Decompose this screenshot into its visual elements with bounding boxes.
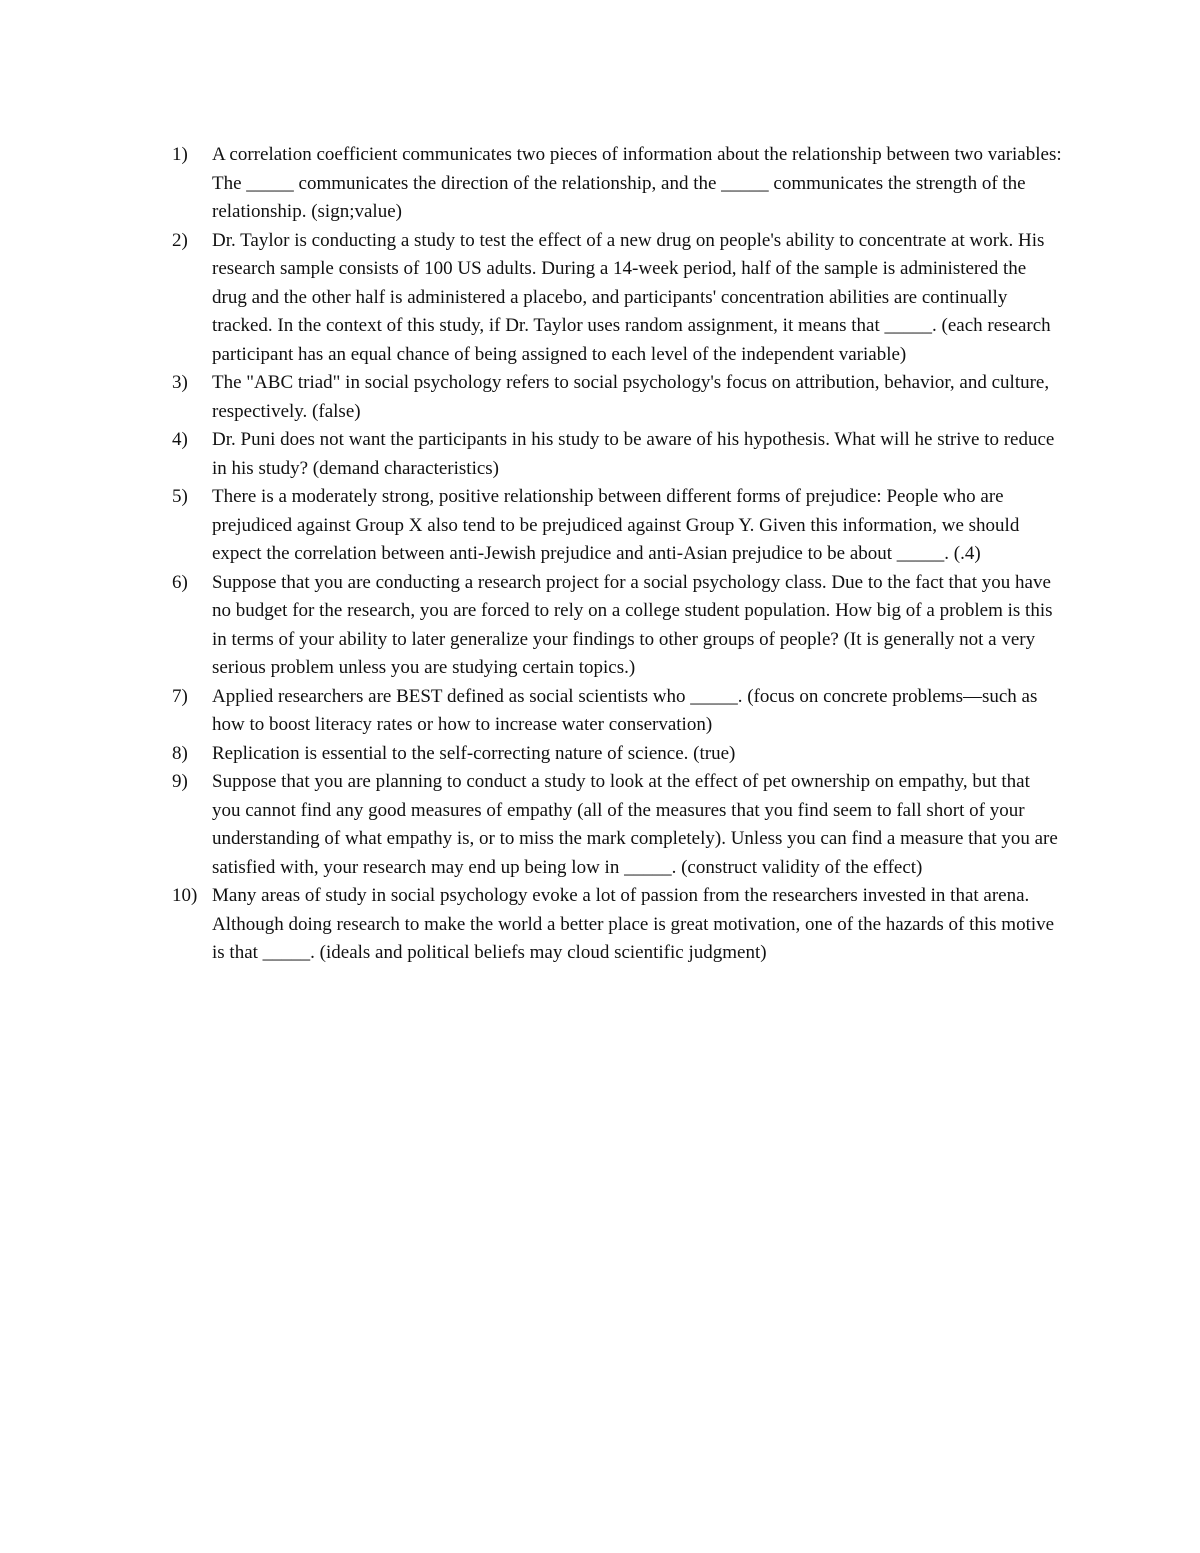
question-text: A correlation coefficient communicates two pieces of information about the relationship between two variables: The _____ communicates the direction of the relationship, and the _____ communicates the strength of the relationship. (sign;value) <box>212 144 1062 222</box>
question-number: 8) <box>172 742 188 764</box>
question-text: Suppose that you are conducting a research project for a social psychology class. Due to the fact that you have no budget for the research, you are forced to rely on a college student population. How big of a problem is this in terms of your ability to later generalize your findings to other groups of people? (It is generally not a very serious problem unless you are studying certain topics.) <box>212 571 1053 678</box>
question-item <box>172 683 1062 740</box>
question-item <box>172 483 1062 569</box>
question-item <box>172 227 1062 370</box>
question-number: 2) <box>172 229 188 251</box>
question-item <box>172 768 1062 882</box>
question-text: Dr. Puni does not want the participants in his study to be aware of his hypothesis. What will he strive to reduce in his study? (demand characteristics) <box>212 429 1055 479</box>
question-item <box>172 426 1062 483</box>
question-number: 1) <box>172 144 188 165</box>
question-number: 3) <box>172 372 188 393</box>
question-number: 9) <box>172 771 188 792</box>
question-list <box>172 141 1062 968</box>
question-item <box>172 369 1062 426</box>
question-number: 6) <box>172 571 188 593</box>
question-text: There is a moderately strong, positive relationship between different forms of prejudice: People who are prejudiced against Group X also tend to be prejudiced against Group Y. Given this information, we should expect the correlation between anti-Jewish prejudice and anti-Asian prejudice to be about _____. (.4) <box>212 486 1020 564</box>
question-number: 7) <box>172 685 188 707</box>
question-number: 10) <box>172 885 198 906</box>
question-number: 4) <box>172 429 188 450</box>
question-item <box>172 882 1062 968</box>
question-item <box>172 569 1062 683</box>
question-text: The "ABC triad" in social psychology refers to social psychology's focus on attribution, behavior, and culture, respectively. (false) <box>212 372 1050 422</box>
question-text: Applied researchers are BEST defined as social scientists who _____. (focus on concrete problems—such as how to boost literacy rates or how to increase water conservation) <box>212 685 1038 735</box>
question-number: 5) <box>172 486 188 507</box>
question-item <box>172 141 1062 227</box>
question-item <box>172 740 1062 769</box>
question-text: Suppose that you are planning to conduct a study to look at the effect of pet ownership on empathy, but that you cannot find any good measures of empathy (all of the measures that you find seem to fall short of your understanding of what empathy is, or to miss the mark completely). Unless you can find a measure that you are satisfied with, your research may end up being low in _____. (construct validity of the effect) <box>212 771 1058 878</box>
question-text: Dr. Taylor is conducting a study to test the effect of a new drug on people's ability to concentrate at work. His research sample consists of 100 US adults. During a 14-week period, half of the sample is administered the drug and the other half is administered a placebo, and participants' concentration abilities are continually tracked. In the context of this study, if Dr. Taylor uses random assignment, it means that _____. (each research participant has an equal chance of being assigned to each level of the independent variable) <box>212 229 1051 365</box>
question-text: Many areas of study in social psychology evoke a lot of passion from the researchers invested in that arena. Although doing research to make the world a better place is great motivation, one of the hazards of this motive is that _____. (ideals and political beliefs may cloud scientific judgment) <box>212 885 1055 963</box>
question-text: Replication is essential to the self-correcting nature of science. (true) <box>212 742 736 764</box>
